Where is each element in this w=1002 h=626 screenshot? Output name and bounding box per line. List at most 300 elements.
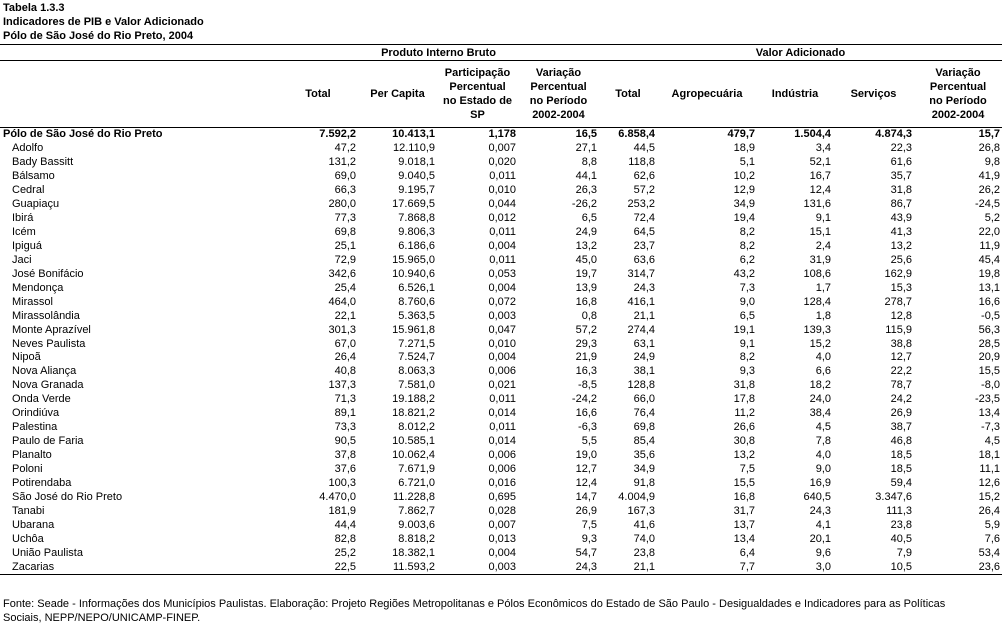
cell-per-capita: 18.821,2 [392, 407, 435, 420]
cell-va-total: 24,3 [633, 281, 655, 294]
cell-pib-total: 77,3 [334, 212, 356, 225]
cell-participacao: 0,072 [488, 295, 516, 308]
cell-per-capita: 6.526,1 [398, 281, 435, 294]
cell-agropecuaria: 479,7 [727, 128, 755, 141]
cell-servicos: 41,3 [890, 226, 912, 239]
table-row [0, 267, 1002, 281]
cell-per-capita: 9.003,6 [398, 518, 435, 531]
source-note-line-1: Fonte: Seade - Informações dos Municípios Paulistas. Elaboração: Projeto Regiões Metropolitanas e Pólos Econômicos do Estado de São Paulo - Desigualdades e Indicadores para as Políticas [3, 598, 946, 610]
table-row [0, 337, 1002, 351]
cell-agropecuaria: 13,4 [733, 532, 755, 545]
cell-per-capita: 8.063,3 [398, 365, 435, 378]
cell-pib-total: 44,4 [334, 518, 356, 531]
cell-per-capita: 7.671,9 [398, 462, 435, 475]
cell-municipio: Nova Granada [12, 379, 84, 392]
cell-industria: 1,8 [815, 309, 831, 322]
cell-pib-total: 72,9 [334, 253, 356, 266]
cell-municipio: Neves Paulista [12, 337, 86, 350]
cell-variacao-va: 15,7 [978, 128, 1001, 141]
cell-industria: 12,4 [809, 184, 831, 197]
cell-pib-total: 100,3 [328, 476, 356, 489]
cell-variacao-va: 15,2 [978, 490, 1001, 503]
table-row [0, 449, 1002, 463]
cell-participacao: 0,010 [488, 337, 516, 350]
table-row [0, 240, 1002, 254]
cell-variacao-pib: 13,9 [575, 281, 597, 294]
cell-servicos: 13,2 [890, 239, 912, 252]
cell-agropecuaria: 7,7 [657, 560, 757, 574]
group-header-blank [0, 45, 278, 61]
cell-municipio: Adolfo [12, 142, 44, 155]
cell-agropecuaria: 19,1 [733, 323, 755, 336]
cell-servicos: 25,6 [890, 253, 912, 266]
column-header-variacao-va: Variação Percentual no Período 2002-2004 [914, 61, 1002, 128]
cell-va-total: 23,8 [633, 546, 655, 559]
cell-pib-total: 89,1 [334, 407, 356, 420]
cell-variacao-pib: 12,7 [575, 462, 597, 475]
cell-per-capita: 12.110,9 [392, 142, 435, 155]
table-row [0, 504, 1002, 518]
cell-agropecuaria: 26,6 [733, 421, 755, 434]
cell-agropecuaria: 9,0 [739, 295, 755, 308]
cell-per-capita: 10.585,1 [392, 435, 435, 448]
cell-pib-total: 4.470,0 [319, 490, 356, 503]
table-number: Tabela 1.3.3 [3, 2, 65, 14]
cell-variacao-va: 45,4 [978, 253, 1001, 266]
column-header-blank [0, 61, 278, 128]
cell-variacao-va: 26,8 [978, 142, 1001, 155]
cell-va-total: 44,5 [633, 142, 655, 155]
cell-va-total: 35,6 [633, 449, 655, 462]
cell-pib-total: 181,9 [328, 504, 356, 517]
cell-municipio: Tanabi [12, 504, 45, 517]
cell-participacao: 0,012 [488, 212, 516, 225]
cell-per-capita: 7.524,7 [398, 351, 435, 364]
cell-servicos: 23,8 [890, 518, 912, 531]
table-row [0, 323, 1002, 337]
cell-participacao: 0,014 [488, 435, 516, 448]
cell-industria: 9,1 [815, 212, 831, 225]
table-row [0, 407, 1002, 421]
cell-municipio: Ubarana [12, 518, 55, 531]
cell-industria: 3,4 [815, 142, 831, 155]
table-row [0, 532, 1002, 546]
cell-va-total: 4.004,9 [618, 490, 655, 503]
cell-servicos: 31,8 [890, 184, 912, 197]
cell-municipio: Potirendaba [12, 476, 72, 489]
cell-variacao-va: 13,4 [978, 407, 1001, 420]
cell-variacao-va: 26,4 [978, 504, 1001, 517]
cell-variacao-pib: 16,5 [575, 128, 597, 141]
cell-per-capita: 9.806,3 [398, 226, 435, 239]
cell-per-capita: 7.868,8 [398, 212, 435, 225]
source-note-line-2: Sociais, NEPP/NEPO/UNICAMP-FINEP. [3, 612, 201, 624]
cell-variacao-pib: 14,7 [575, 490, 597, 503]
column-header-servicos: Serviços [833, 61, 914, 128]
cell-participacao: 0,011 [489, 393, 516, 406]
cell-servicos: 111,3 [886, 504, 912, 517]
cell-pib-total: 40,8 [334, 365, 356, 378]
cell-variacao-pib: 12,4 [575, 476, 597, 489]
cell-servicos: 15,3 [890, 281, 912, 294]
cell-variacao-va: -24,5 [974, 198, 1001, 211]
cell-variacao-va: 12,6 [978, 476, 1001, 489]
cell-agropecuaria: 7,3 [739, 281, 755, 294]
cell-variacao-pib: 6,5 [581, 212, 597, 225]
cell-agropecuaria: 5,1 [739, 156, 755, 169]
cell-pib-total: 67,0 [334, 337, 356, 350]
cell-servicos: 59,4 [890, 476, 912, 489]
cell-participacao: 0,007 [488, 518, 516, 531]
cell-participacao: 0,014 [488, 407, 516, 420]
cell-va-total: 253,2 [627, 198, 655, 211]
cell-servicos: 86,7 [890, 198, 912, 211]
cell-pib-total: 137,3 [328, 379, 356, 392]
table-row [0, 253, 1002, 267]
cell-industria: 24,3 [809, 504, 831, 517]
cell-municipio: Planalto [12, 449, 52, 462]
cell-pib-total: 7.592,2 [278, 128, 358, 142]
cell-variacao-pib: -24,2 [571, 393, 597, 406]
cell-pib-total: 26,4 [334, 351, 356, 364]
table-row [0, 156, 1002, 170]
cell-pib-total: 22,5 [278, 560, 358, 574]
cell-va-total: 69,8 [633, 421, 655, 434]
source-note [3, 597, 999, 625]
cell-variacao-pib: 26,9 [575, 504, 597, 517]
cell-municipio: Orindiúva [12, 407, 60, 420]
cell-variacao-va: 20,9 [978, 351, 1001, 364]
cell-agropecuaria: 13,7 [733, 518, 755, 531]
cell-per-capita: 8.760,6 [398, 295, 435, 308]
column-header-va-total: Total [599, 61, 657, 128]
cell-industria: 16,7 [809, 170, 831, 183]
cell-variacao-pib: 9,3 [581, 532, 597, 545]
cell-per-capita: 15.965,0 [392, 253, 435, 266]
cell-agropecuaria: 9,1 [739, 337, 755, 350]
cell-agropecuaria: 8,2 [739, 239, 755, 252]
cell-variacao-pib: -6,3 [578, 421, 597, 434]
cell-municipio: Uchôa [12, 532, 44, 545]
cell-pib-total: 464,0 [328, 295, 356, 308]
cell-pib-total: 90,5 [334, 435, 356, 448]
cell-per-capita: 6.721,0 [398, 476, 435, 489]
cell-participacao: 0,044 [488, 198, 516, 211]
cell-industria: 4,1 [815, 518, 831, 531]
column-header-per-capita: Per Capita [358, 61, 437, 128]
cell-industria: 6,6 [815, 365, 831, 378]
cell-participacao: 0,013 [488, 532, 516, 545]
cell-agropecuaria: 8,2 [739, 226, 755, 239]
cell-va-total: 21,1 [633, 309, 655, 322]
cell-servicos: 43,9 [890, 212, 912, 225]
cell-servicos: 38,8 [890, 337, 912, 350]
cell-agropecuaria: 17,8 [733, 393, 755, 406]
cell-va-total: 57,2 [633, 184, 655, 197]
cell-va-total: 38,1 [633, 365, 655, 378]
cell-variacao-pib: 7,5 [581, 518, 597, 531]
cell-per-capita: 10.062,4 [392, 449, 435, 462]
cell-pib-total: 37,8 [334, 449, 356, 462]
cell-participacao: 0,006 [488, 462, 516, 475]
cell-variacao-pib: 5,5 [581, 435, 597, 448]
table-row [0, 476, 1002, 490]
cell-servicos: 18,5 [890, 449, 912, 462]
cell-industria: 20,1 [809, 532, 831, 545]
cell-va-total: 274,4 [627, 323, 655, 336]
table-row [0, 309, 1002, 323]
cell-pib-total: 37,6 [334, 462, 356, 475]
cell-variacao-pib: -8,5 [578, 379, 597, 392]
cell-industria: 4,5 [815, 421, 831, 434]
cell-per-capita: 8.818,2 [398, 532, 435, 545]
cell-municipio: Bálsamo [12, 170, 55, 183]
table-title: Indicadores de PIB e Valor Adicionado [3, 16, 204, 28]
cell-servicos: 22,3 [890, 142, 912, 155]
cell-municipio: União Paulista [12, 546, 83, 559]
cell-pib-total: 280,0 [328, 198, 356, 211]
cell-variacao-pib: 19,7 [575, 267, 597, 280]
cell-variacao-pib: -26,2 [571, 198, 597, 211]
cell-variacao-va: -8,0 [981, 379, 1001, 392]
cell-variacao-va: 9,8 [984, 156, 1001, 169]
cell-variacao-va: -23,5 [974, 393, 1001, 406]
cell-agropecuaria: 7,5 [739, 462, 755, 475]
cell-variacao-va: 7,6 [984, 532, 1001, 545]
cell-pib-total: 25,4 [334, 281, 356, 294]
cell-variacao-va: 26,2 [978, 184, 1001, 197]
cell-servicos: 78,7 [890, 379, 912, 392]
cell-servicos: 38,7 [890, 421, 912, 434]
table-row [0, 365, 1002, 379]
cell-municipio: Jaci [12, 253, 32, 266]
cell-variacao-va: 23,6 [914, 560, 1002, 574]
cell-industria: 38,4 [809, 407, 831, 420]
cell-participacao: 0,021 [488, 379, 516, 392]
cell-participacao: 1,178 [437, 128, 518, 142]
cell-pib-total: 22,1 [334, 309, 356, 322]
cell-pib-total: 25,2 [334, 546, 356, 559]
table-subtitle: Pólo de São José do Rio Preto, 2004 [3, 30, 194, 42]
cell-servicos: 18,5 [890, 462, 912, 475]
cell-per-capita: 10.940,6 [392, 267, 435, 280]
cell-va-total: 6.858,4 [618, 128, 655, 141]
cell-industria: 4,0 [815, 351, 831, 364]
cell-va-total: 416,1 [627, 295, 655, 308]
cell-pib-total: 66,3 [334, 184, 356, 197]
cell-municipio: Zacarias [0, 560, 278, 574]
cell-municipio: Poloni [12, 462, 43, 475]
cell-pib-total: 342,6 [328, 267, 356, 280]
cell-variacao-va: 13,1 [978, 281, 1001, 294]
cell-variacao-pib: 24,9 [575, 226, 597, 239]
table-row [0, 546, 1002, 560]
cell-participacao: 0,004 [488, 239, 516, 252]
cell-variacao-pib: 13,2 [575, 239, 597, 252]
cell-agropecuaria: 6,2 [739, 253, 755, 266]
table-row [0, 463, 1002, 477]
cell-participacao: 0,006 [488, 449, 516, 462]
cell-va-total: 91,8 [633, 476, 655, 489]
cell-municipio: Mirassolândia [12, 309, 80, 322]
cell-industria: 640,5 [803, 490, 831, 503]
cell-per-capita: 9.018,1 [398, 156, 435, 169]
cell-variacao-va: 53,4 [978, 546, 1001, 559]
cell-variacao-pib: 26,3 [575, 184, 597, 197]
cell-va-total: 314,7 [627, 267, 655, 280]
cell-participacao: 0,004 [488, 281, 516, 294]
cell-variacao-va: 11,1 [979, 462, 1001, 475]
cell-industria: 15,1 [809, 226, 831, 239]
cell-va-total: 21,1 [599, 560, 657, 574]
cell-variacao-pib: 19,0 [575, 449, 597, 462]
cell-variacao-va: 11,9 [979, 239, 1001, 252]
group-header-row [0, 45, 1002, 61]
cell-va-total: 76,4 [633, 407, 655, 420]
cell-variacao-pib: 29,3 [575, 337, 597, 350]
cell-servicos: 115,9 [885, 323, 912, 336]
cell-municipio: Mendonça [12, 281, 64, 294]
cell-servicos: 162,9 [884, 267, 912, 280]
cell-industria: 139,3 [803, 323, 831, 336]
cell-variacao-pib: 16,6 [575, 407, 597, 420]
cell-va-total: 74,0 [633, 532, 655, 545]
table-row [0, 184, 1002, 198]
cell-va-total: 118,8 [628, 156, 655, 169]
cell-variacao-va: 16,6 [978, 295, 1001, 308]
group-header-va: Valor Adicionado [599, 45, 1002, 61]
cell-industria: 128,4 [803, 295, 831, 308]
cell-servicos: 278,7 [884, 295, 912, 308]
cell-variacao-va: 41,9 [978, 170, 1001, 183]
cell-agropecuaria: 12,9 [733, 184, 755, 197]
cell-variacao-pib: 0,8 [581, 309, 597, 322]
cell-municipio: Ibirá [12, 212, 34, 225]
cell-servicos: 12,8 [890, 309, 912, 322]
cell-per-capita: 19.188,2 [392, 393, 435, 406]
cell-servicos: 61,6 [890, 156, 912, 169]
cell-participacao: 0,020 [488, 156, 516, 169]
cell-variacao-va: 4,5 [984, 435, 1001, 448]
cell-variacao-va: 5,2 [984, 212, 1001, 225]
table-row [0, 435, 1002, 449]
cell-municipio: Guapiaçu [12, 198, 60, 211]
cell-servicos: 7,9 [896, 546, 912, 559]
cell-variacao-pib: 27,1 [575, 142, 597, 155]
cell-agropecuaria: 18,9 [733, 142, 755, 155]
cell-agropecuaria: 8,2 [739, 351, 755, 364]
cell-industria: 4,0 [815, 449, 831, 462]
column-header-pib-total: Total [278, 61, 358, 128]
cell-per-capita: 18.382,1 [392, 546, 435, 559]
cell-agropecuaria: 34,9 [733, 198, 755, 211]
cell-municipio: Onda Verde [12, 393, 71, 406]
cell-municipio: Paulo de Faria [12, 435, 84, 448]
cell-municipio: Bady Bassitt [12, 156, 74, 169]
cell-per-capita: 5.363,5 [398, 309, 435, 322]
cell-participacao: 0,011 [489, 170, 516, 183]
data-table [0, 44, 1002, 575]
cell-servicos: 40,5 [890, 532, 912, 545]
cell-participacao: 0,007 [488, 142, 516, 155]
group-header-pib: Produto Interno Bruto [278, 45, 599, 61]
cell-variacao-va: -7,3 [981, 421, 1001, 434]
cell-municipio: Icém [12, 226, 36, 239]
cell-industria: 24,0 [809, 393, 831, 406]
cell-variacao-va: 56,3 [978, 323, 1001, 336]
cell-servicos: 12,7 [890, 351, 912, 364]
cell-per-capita: 10.413,1 [392, 128, 435, 141]
cell-servicos: 24,2 [890, 393, 912, 406]
column-header-industria: Indústria [757, 61, 833, 128]
table-row [0, 281, 1002, 295]
cell-per-capita: 9.195,7 [398, 184, 435, 197]
cell-pib-total: 69,0 [334, 170, 356, 183]
cell-agropecuaria: 15,5 [733, 476, 755, 489]
cell-industria: 18,2 [809, 379, 831, 392]
cell-municipio: Monte Aprazível [12, 323, 91, 336]
cell-servicos: 10,5 [833, 560, 914, 574]
cell-va-total: 66,0 [633, 393, 655, 406]
table-row [0, 142, 1002, 156]
cell-per-capita: 11.593,2 [358, 560, 437, 574]
cell-industria: 52,1 [809, 156, 831, 169]
cell-variacao-pib: 44,1 [575, 170, 597, 183]
cell-va-total: 62,6 [633, 170, 655, 183]
table-row [0, 560, 1002, 574]
cell-agropecuaria: 6,5 [739, 309, 755, 322]
cell-variacao-pib: 57,2 [575, 323, 597, 336]
cell-pib-total: 301,3 [328, 323, 356, 336]
cell-va-total: 64,5 [633, 226, 655, 239]
cell-agropecuaria: 31,7 [733, 504, 755, 517]
cell-industria: 16,9 [809, 476, 831, 489]
table-row [0, 421, 1002, 435]
cell-agropecuaria: 9,3 [739, 365, 755, 378]
cell-pib-total: 82,8 [334, 532, 356, 545]
table-row [0, 393, 1002, 407]
cell-agropecuaria: 11,2 [734, 407, 755, 420]
cell-agropecuaria: 16,8 [733, 490, 755, 503]
cell-variacao-va: 28,5 [978, 337, 1001, 350]
cell-participacao: 0,003 [488, 309, 516, 322]
cell-pib-total: 73,3 [334, 421, 356, 434]
cell-participacao: 0,016 [488, 476, 516, 489]
cell-industria: 1,7 [815, 281, 831, 294]
cell-per-capita: 7.271,5 [398, 337, 435, 350]
cell-agropecuaria: 10,2 [733, 170, 755, 183]
cell-industria: 3,0 [757, 560, 833, 574]
cell-variacao-va: 18,1 [978, 449, 1001, 462]
cell-agropecuaria: 13,2 [733, 449, 755, 462]
cell-per-capita: 8.012,2 [398, 421, 435, 434]
table-row [0, 490, 1002, 504]
cell-participacao: 0,011 [489, 421, 516, 434]
cell-variacao-pib: 21,9 [575, 351, 597, 364]
cell-per-capita: 7.581,0 [398, 379, 435, 392]
cell-va-total: 128,8 [627, 379, 655, 392]
cell-participacao: 0,010 [488, 184, 516, 197]
cell-municipio: Cedral [12, 184, 45, 197]
cell-participacao: 0,003 [437, 560, 518, 574]
cell-per-capita: 7.862,7 [398, 504, 435, 517]
cell-agropecuaria: 6,4 [739, 546, 755, 559]
table-row [0, 379, 1002, 393]
cell-variacao-pib: 24,3 [518, 560, 599, 574]
cell-variacao-va: 22,0 [978, 226, 1001, 239]
cell-va-total: 34,9 [633, 462, 655, 475]
cell-municipio: Mirassol [12, 295, 53, 308]
